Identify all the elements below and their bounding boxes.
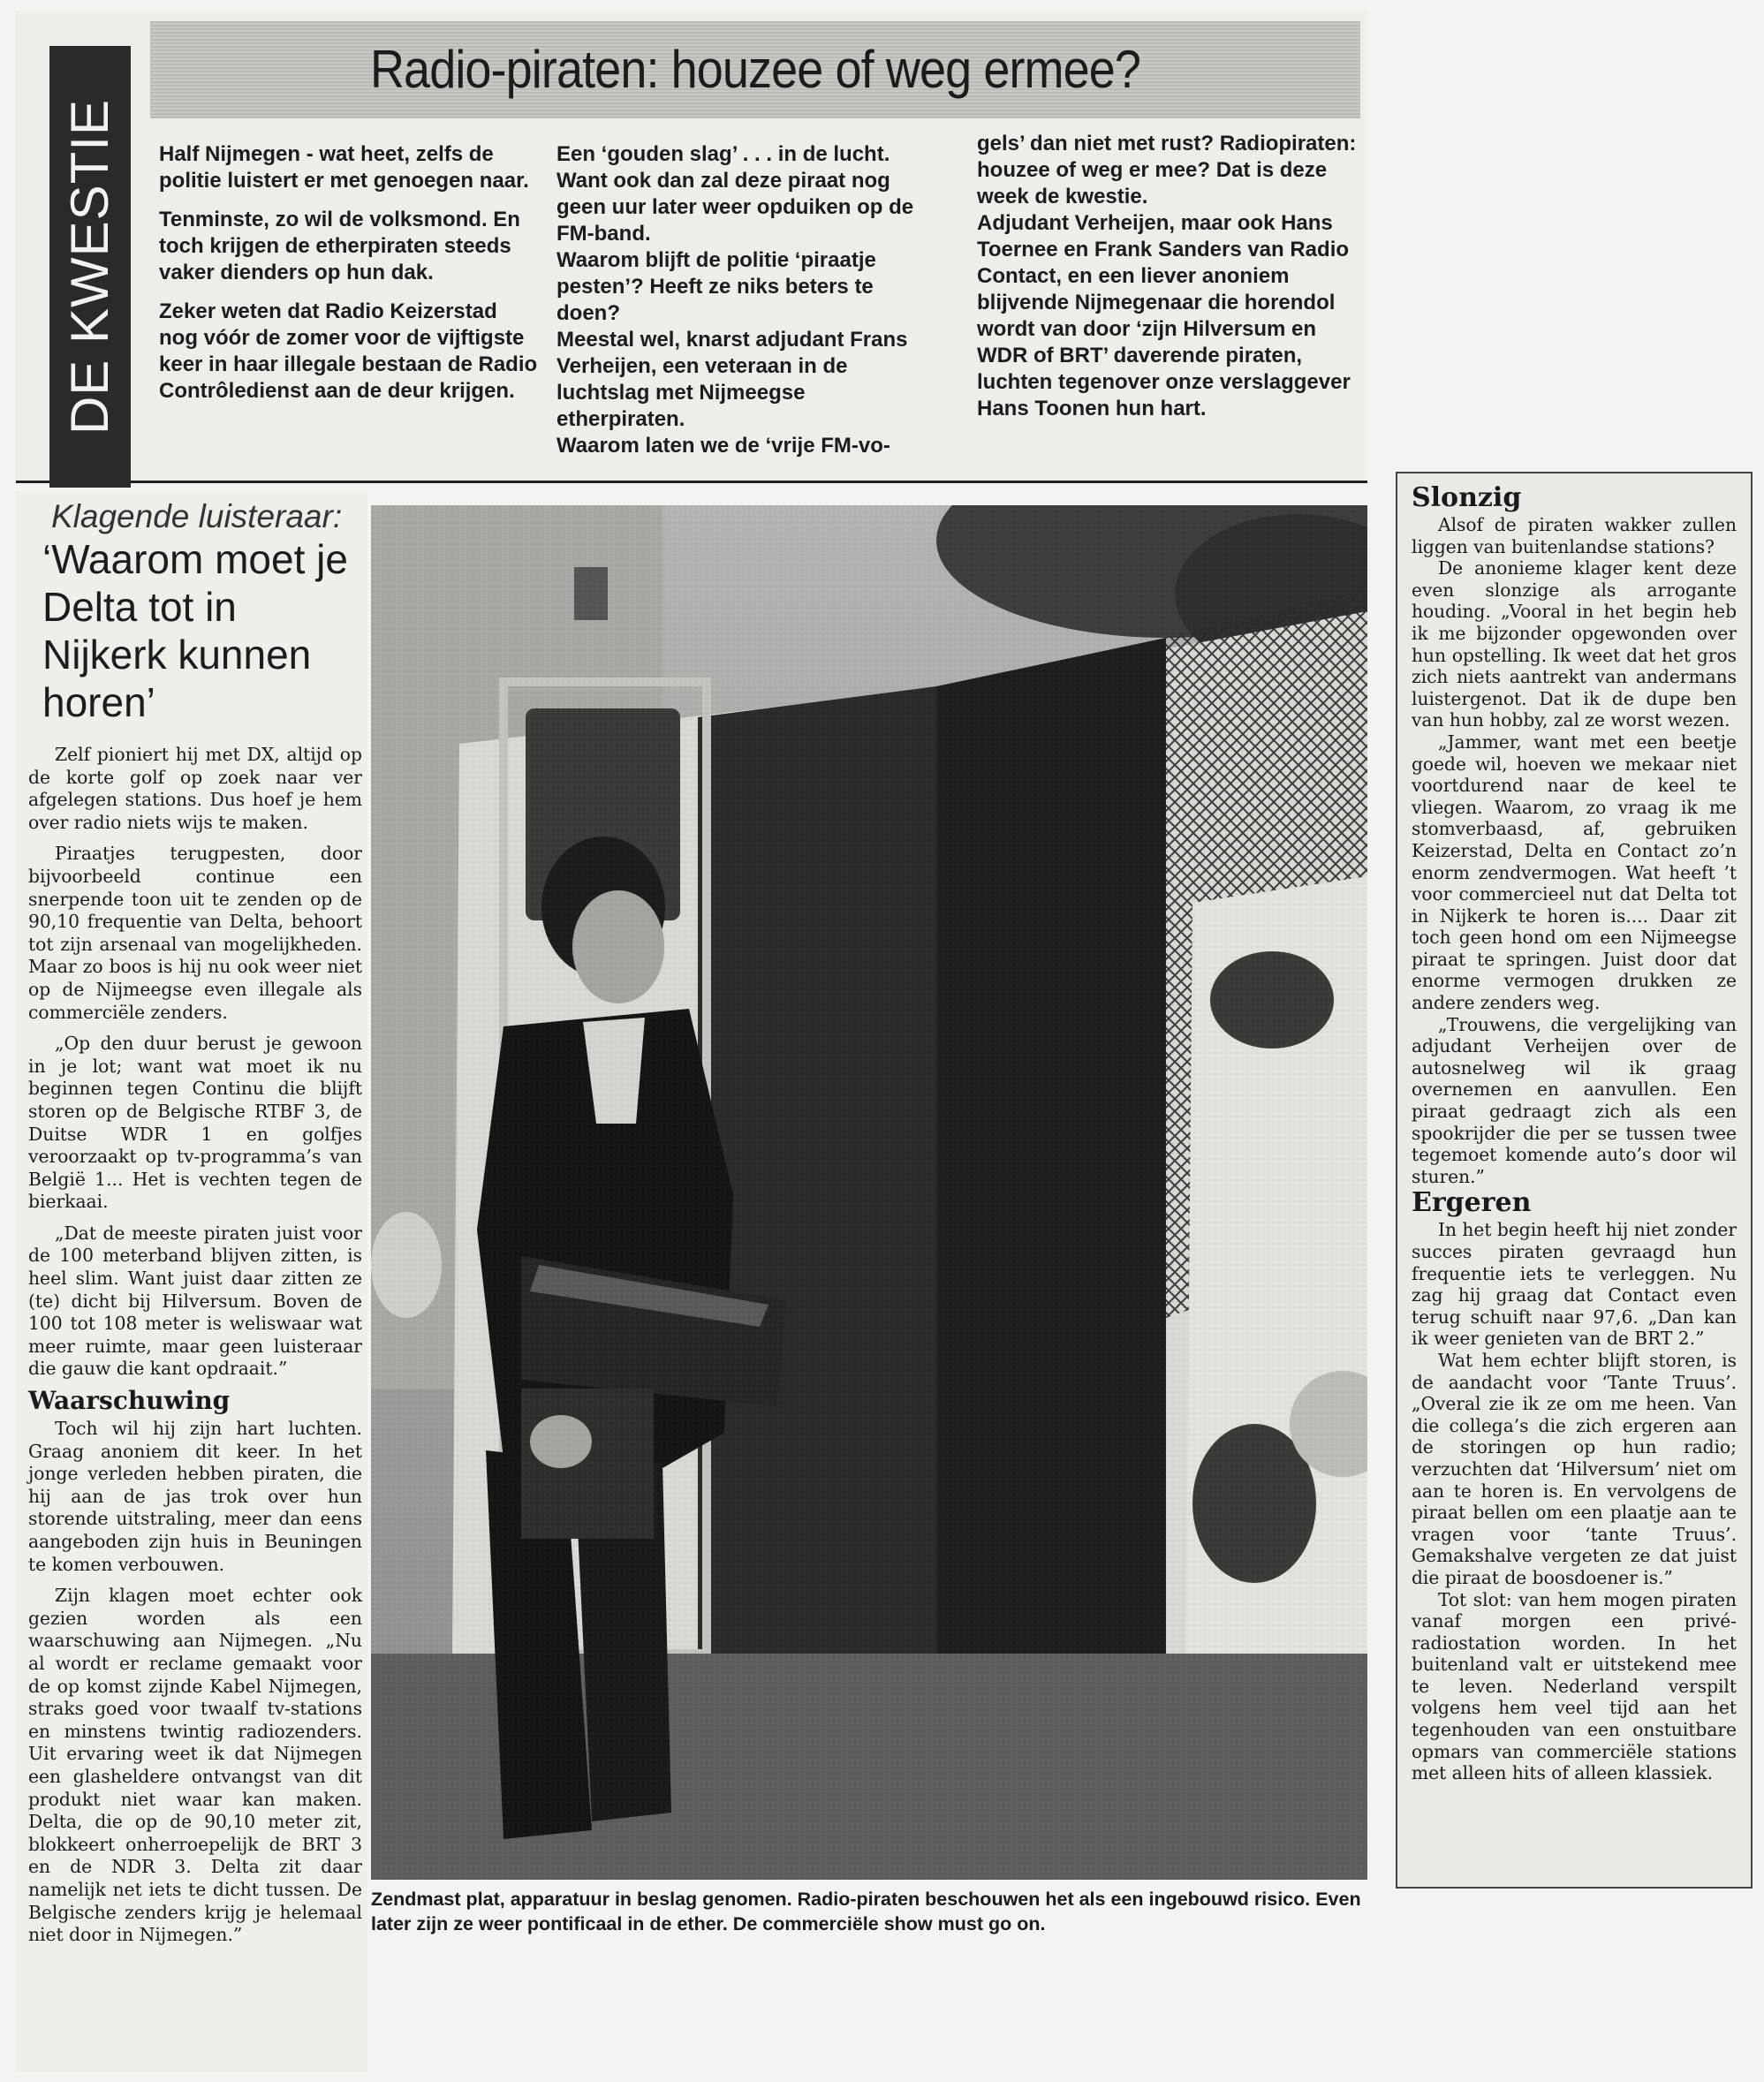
intro-paragraph: Tenminste, zo wil de volksmond. En toch krijgen de etherpiraten steeds vaker dienders op hun dak. [159,208,520,284]
intro-paragraph: Adjudant Verheijen, maar ook Hans Toernee en Frank Sanders van Radio Contact, en een liever anoniem blijvende Nijmegenaar die horendol wordt van door ‘zijn Hilversum en WDR of BRT’ daverende piraten, luchten tegenover onze verslaggever Hans Toonen hun hart. [977,211,1351,420]
intro-paragraph: Meestal wel, knarst adjudant Frans Verheijen, een veteraan in de luchtslag met Nijmeegse etherpiraten. [556,328,908,431]
intro-paragraph: gels’ dan niet met rust? Radiopiraten: houzee of weg er mee? Dat is deze week de kwestie. [977,132,1357,208]
body-paragraph: „Op den duur berust je gewoon in je lot; want wat moet ik nu beginnen tegen Continu die blijft storen op de Belgische RTBF 3, de Duitse WDR 1 en golfjes veroorzaakt op tv-programma’s van België 1... Het is vechten tegen de bierkaai. [28,1033,362,1213]
article-subhead: Waarschuwing [28,1386,231,1416]
body-paragraph: Zijn klagen moet echter ook gezien worden als een waarschuwing aan Nijmegen. „Nu al wordt er reclame gemaakt voor de op komst zijnde Kabel Nijmegen, straks goed voor twaalf tv-stations en minstens twintig radiozenders. Uit ervaring weet ik dat Nijmegen een glasheldere ontvangst van dit produkt niet waar kan maken. Delta, die op de 90,10 meter zit, blokkeert onherroepelijk de BRT 3 en de NDR 3. Delta zit daar namelijk net iets te dicht tussen. De Belgische zenders krijg je helemaal niet door in Nijmegen.” [28,1585,362,1946]
page-title: Radio-piraten: houzee of weg ermee? [369,40,1141,99]
left-article-column [16,491,367,2072]
photo-illustration [371,505,1367,1880]
article-subhead: Ergeren [1412,1187,1532,1219]
article-photo [371,505,1367,1880]
headline-bar [150,21,1360,118]
intro-column-3 [977,131,1357,422]
article-header [16,11,1367,483]
intro-paragraph: Zeker weten dat Radio Keizerstad nog vóór de zomer voor de vijftigste keer in haar illegale bestaan de Radio Contrôledienst aan de deur krijgen. [159,299,538,403]
article-subhead: Slonzig [1412,482,1522,513]
intro-paragraph: Waarom blijft de politie ‘piraatje pesten’? Heeft ze niks beters te doen? [556,248,876,325]
intro-column-1 [159,141,539,417]
body-paragraph: „Trouwens, die vergelijking van adjudant Verheijen over de autosnelweg wil ik graag overnemen en aanvullen. Een piraat gedraagt zich als een spookrijder die per se tussen twee tegemoet komende auto’s door wil sturen.” [1412,1013,1737,1187]
article-body [28,744,362,1947]
body-paragraph: De anonieme klager kent deze even slonzige als arrogante houding. „Vooral in het begin heb ik me bijzonder opgewonden over hun opstelling. Ik weet dat het gros zich niets aantrekt van andermans luistergenot. Dat ik de dupe ben van hun hobby, zal ze worst wezen. [1412,557,1737,731]
body-paragraph: Alsof de piraten wakker zullen liggen van buitenlandse stations? [1412,514,1737,557]
body-paragraph: Zelf pioniert hij met DX, altijd op de korte golf op zoek naar ver afgelegen stations. Dus hoef je hem over radio niets wijs te maken. [28,744,362,833]
body-paragraph: Tot slot: van hem mogen piraten vanaf morgen een privé-radiostation worden. In het buitenland valt er uitstekend mee te leven. Nederland verspilt volgens hem veel tijd aan het tegenhouden van een onstuitbare opmars van commerciële stations met alleen hits of alleen klassiek. [1412,1588,1737,1784]
body-paragraph: In het begin heeft hij niet zonder succes piraten gevraagd hun frequentie iets te verleggen. Nu zag hij graag dat Contact even terug schuift naar 97,6. „Dan kan ik weer genieten van de BRT 2.” [1412,1219,1737,1350]
body-paragraph: Toch wil hij zijn hart luchten. Graag anoniem dit keer. In het jonge verleden hebben piraten, die hij aan de jas trok over hun storende uitstraling, meer dan eens aangeboden zijn huis in Beuningen te komen verbouwen. [28,1418,362,1575]
intro-paragraph: Half Nijmegen - wat heet, zelfs de politie luistert er met genoegen naar. [159,142,529,193]
article-kicker: Klagende luisteraar: [51,498,343,534]
article-body [1412,482,1737,1784]
intro-column-2 [556,141,936,459]
body-paragraph: „Jammer, want met een beetje goede wil, hoeven we mekaar niet voortdurend naar de keel te vliegen. Waarom, zo vraag ik me stomverbaasd, af, gebruiken Keizerstad, Delta en Contact zo’n enorm zendvermogen. Wat heeft ’t voor commercieel nut dat Delta tot in Nijkerk te horen is.... Daar zit toch geen hond om een Nijmeegse piraat te springen. Juist door dat enorme vermogen drukken ze andere zenders weg. [1412,731,1737,1014]
body-paragraph: „Dat de meeste piraten juist voor de 100 meterband blijven zitten, is heel slim. Want juist daar zitten ze (te) dicht bij Hilversum. Boven de 100 tot 108 meter is weliswaar wat meer ruimte, maar geen luisteraar die gauw die kant opdraait.” [28,1222,362,1380]
body-paragraph: Wat hem echter blijft storen, is de aandacht voor ‘Tante Truus’. „Overal zie ik ze om me heen. Van die collega’s die zich ergeren aan de storingen op hun radio; verzuchten dat ‘Hilversum’ niet om aan te horen is. En vervolgens de piraat bellen om een plaatje aan te vragen voor ‘tante Truus’. Gemakshalve vergeten ze dat juist die piraat de boosdoener is.” [1412,1349,1737,1588]
article-headline: ‘Waarom moet je Delta tot in Nijkerk kunnen horen’ [42,536,348,725]
intro-paragraph: Een ‘gouden slag’ . . . in de lucht. Want ook dan zal deze piraat nog geen uur later weer opduiken op de FM-band. [556,142,914,246]
section-kicker: DE KWESTIE [60,98,119,435]
body-paragraph: Piraatjes terugpesten, door bijvoorbeeld continue een snerpende toon uit te zenden op de 90,10 frequentie van Delta, behoort tot zijn arsenaal van mogelijkheden. Maar zo boos is hij nu ook weer niet op de Nijmeegse even illegale als commerciële zenders. [28,843,362,1023]
intro-paragraph: Waarom laten we de ‘vrije FM-vo- [556,434,890,458]
section-kicker-bar [49,46,131,488]
photo-caption: Zendmast plat, apparatuur in beslag genomen. Radio-piraten beschouwen het als een ingebouwd risico. Even later zijn ze weer pontificaal in de ether. De commerciële show must go on. [371,1889,1361,1934]
right-article-column [1396,472,1753,1889]
